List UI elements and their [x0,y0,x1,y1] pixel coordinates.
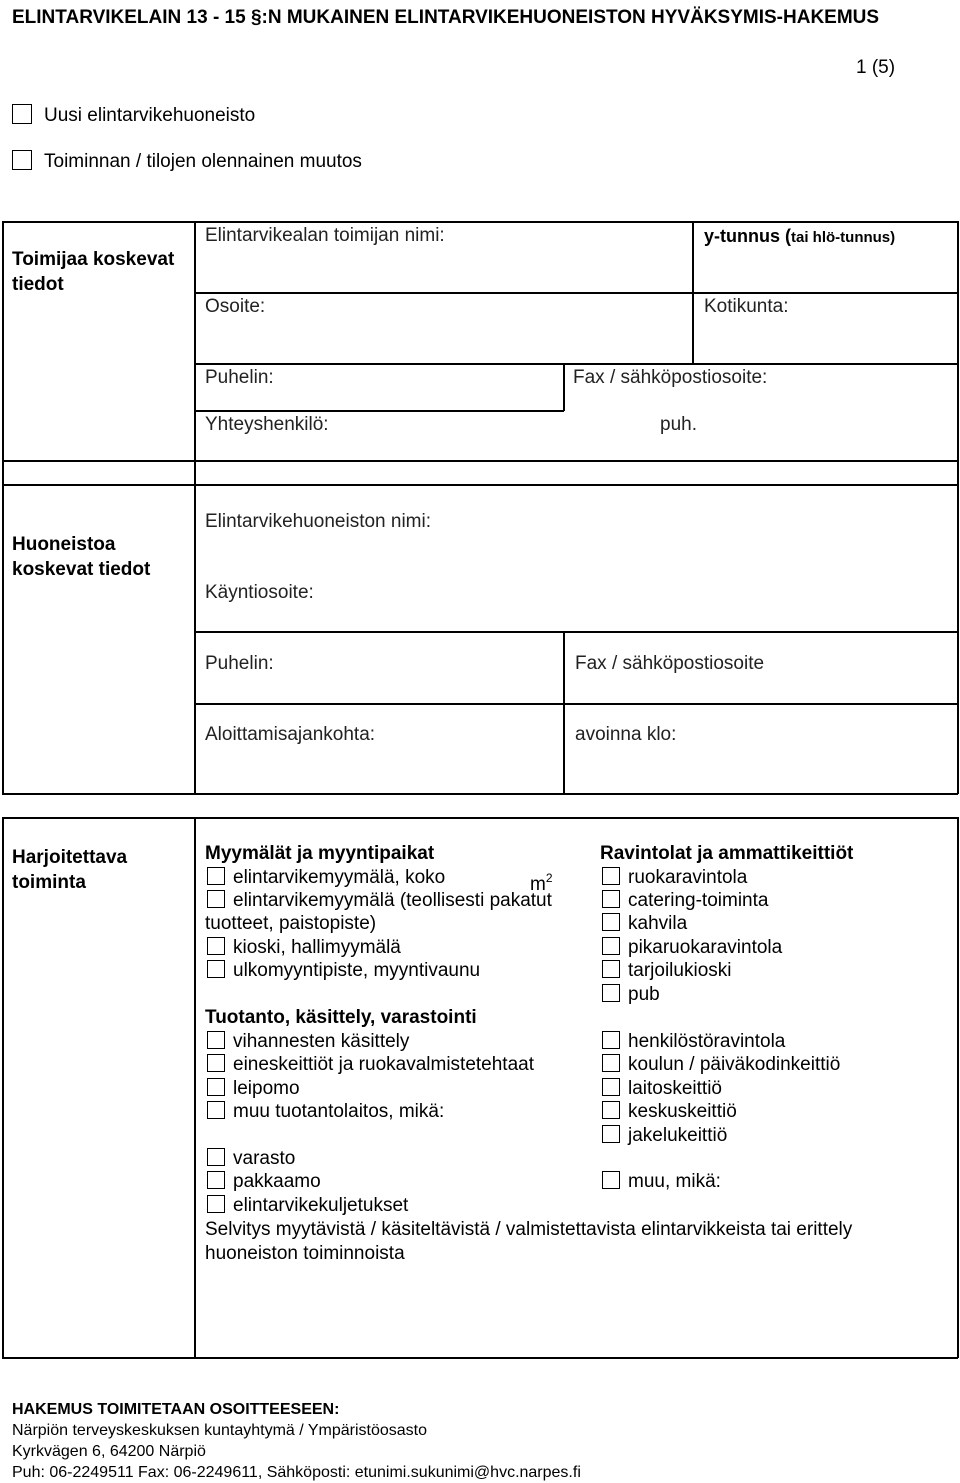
kitchen-staff-checkbox[interactable] [602,1031,620,1049]
open-hours-field[interactable] [575,724,950,746]
shop-option-grocery[interactable] [207,866,445,890]
shop-outdoor-checkbox[interactable] [207,960,225,978]
storage-warehouse-checkbox[interactable] [207,1148,225,1166]
restaurant-restaurant-checkbox[interactable] [602,867,620,885]
shop-option-outdoor[interactable] [207,959,480,983]
kitchen-institution-checkbox[interactable] [602,1078,620,1096]
rule-right [957,221,959,461]
kitchen-option-institution[interactable] [602,1077,722,1101]
production-ready-meals-checkbox[interactable] [207,1054,225,1072]
rule-activity-top [2,817,958,819]
kitchen-central-label: keskuskeittiö [628,1101,737,1122]
rule-premises-top [2,484,958,486]
rule-activity-bottom [2,1357,958,1359]
footer-address: Kyrkvägen 6, 64200 Närpiö [12,1443,206,1460]
description-field[interactable] [205,1218,950,1266]
form-title: ELINTARVIKELAIN 13 - 15 §:N MUKAINEN ELINTARVIKEHUONEISTON HYVÄKSYMIS-HAKEMUS [12,7,880,28]
new-premises-checkbox[interactable] [12,104,32,124]
rule-label-column [194,460,196,485]
contact-phone-label: puh. [660,414,697,435]
operator-name-field[interactable] [205,225,685,247]
municipality-label: Kotikunta: [704,296,789,317]
production-option-vegetables[interactable] [207,1030,409,1054]
premises-name-field[interactable] [205,511,945,533]
rule-right [957,817,959,1358]
rule-right [957,460,959,485]
ytunnus-sub-label: tai hlö-tunnus) [791,229,896,246]
activity-other-checkbox[interactable] [602,1171,620,1189]
rule-left [2,484,4,794]
rule-premises-start [194,703,958,705]
shop-kiosk-checkbox[interactable] [207,937,225,955]
change-checkbox[interactable] [12,150,32,170]
rule-operator-bottom [2,460,958,462]
premises-section-label: Huoneistoa koskevat tiedot [12,534,151,580]
start-date-label: Aloittamisajankohta: [205,724,376,745]
operator-address-field[interactable] [205,296,685,318]
rule-label-column [194,484,196,794]
footer-organization: Närpiön terveyskeskuksen kuntayhtymä / Ympäristöosasto [12,1422,428,1439]
kitchen-option-staff[interactable] [602,1030,785,1054]
restaurant-restaurant-label: ruokaravintola [628,867,748,888]
operator-fax-email-field[interactable] [573,367,953,389]
restaurants-heading: Ravintolat ja ammattikeittiöt [600,843,854,864]
production-ready-meals-label: eineskeittiöt ja ruokavalmistetehtaat [233,1054,534,1075]
kitchen-option-central[interactable] [602,1100,737,1124]
restaurant-kiosk-checkbox[interactable] [602,960,620,978]
rule-ytunnus-divider [692,221,694,364]
ytunnus-label: y-tunnus ( [704,226,791,246]
kitchen-central-checkbox[interactable] [602,1101,620,1119]
storage-option-warehouse[interactable] [207,1147,295,1171]
shop-kiosk-label: kioski, hallimyymälä [233,937,401,958]
description-label-line2: huoneiston toiminnoista [205,1243,405,1264]
visit-address-field[interactable] [205,582,945,604]
restaurant-option-cafe[interactable] [602,912,687,936]
restaurant-catering-checkbox[interactable] [602,890,620,908]
shop-packaged-wrap: tuotteet, paistopiste) [205,913,377,934]
shop-size-unit-sup: 2 [545,871,553,885]
ytunnus-field[interactable] [704,226,954,247]
premises-name-label: Elintarvikehuoneiston nimi: [205,511,432,532]
operator-fax-email-label: Fax / sähköpostiosoite: [573,367,768,388]
shops-heading: Myymälät ja myyntipaikat [205,843,435,864]
kitchen-institution-label: laitoskeittiö [628,1078,722,1099]
restaurant-kiosk-label: tarjoilukioski [628,960,732,981]
production-vegetables-checkbox[interactable] [207,1031,225,1049]
footer-heading: HAKEMUS TOIMITETAAN OSOITTEESEEN: [12,1401,340,1418]
restaurant-pub-label: pub [628,984,660,1005]
storage-option-packing[interactable] [207,1170,321,1194]
shop-grocery-checkbox[interactable] [207,867,225,885]
footer-contact: Puh: 06-2249511 Fax: 06-2249611, Sähköposti: etunimi.sukunimi@hvc.narpes.fi [12,1464,581,1481]
restaurant-option-kiosk[interactable] [602,959,731,983]
contact-person-label: Yhteyshenkilö: [205,414,329,435]
rule-premises-mid [194,631,958,633]
rule-left [2,460,4,485]
restaurant-pub-checkbox[interactable] [602,984,620,1002]
production-bakery-checkbox[interactable] [207,1078,225,1096]
restaurant-option-restaurant[interactable] [602,866,747,890]
premises-phone-label: Puhelin: [205,653,274,674]
shop-packaged-label: elintarvikemyymälä (teollisesti pakatut [233,890,552,911]
restaurant-catering-label: catering-toiminta [628,890,769,911]
change-label: Toiminnan / tilojen olennainen muutos [44,151,362,172]
kitchen-distribution-label: jakelukeittiö [628,1125,728,1146]
production-other-label: muu tuotantolaitos, mikä: [233,1101,445,1122]
premises-phone-field[interactable] [205,653,555,675]
operator-phone-label: Puhelin: [205,367,274,388]
option-change[interactable] [12,150,362,174]
open-hours-label: avoinna klo: [575,724,677,745]
activity-other-label: muu, mikä: [628,1171,721,1192]
kitchen-staff-label: henkilöstöravintola [628,1031,786,1052]
shop-grocery-label: elintarvikemyymälä, koko [233,867,446,888]
rule-operator-contact [194,410,564,412]
production-option-ready-meals[interactable] [207,1053,534,1077]
production-vegetables-label: vihannesten käsittely [233,1031,410,1052]
restaurant-option-pub[interactable] [602,983,660,1007]
activity-option-other[interactable] [602,1170,721,1194]
rule-premises-bottom [2,793,958,795]
shop-outdoor-label: ulkomyyntipiste, myyntivaunu [233,960,481,981]
shop-option-packaged[interactable] [207,889,552,913]
start-date-field[interactable] [205,724,555,746]
visit-address-label: Käyntiosoite: [205,582,314,603]
rule-left [2,221,4,461]
operator-address-label: Osoite: [205,296,266,317]
operator-name-label: Elintarvikealan toimijan nimi: [205,225,445,246]
storage-option-transport[interactable] [207,1194,408,1218]
rule-label-column [194,221,196,461]
rule-top-operator [2,221,958,223]
shop-option-kiosk[interactable] [207,936,401,960]
page-number: 1 (5) [856,57,896,78]
storage-packing-label: pakkaamo [233,1171,321,1192]
restaurant-fastfood-checkbox[interactable] [602,937,620,955]
restaurant-fastfood-label: pikaruokaravintola [628,937,783,958]
shop-packaged-checkbox[interactable] [207,890,225,908]
storage-packing-checkbox[interactable] [207,1171,225,1189]
storage-transport-label: elintarvikekuljetukset [233,1195,409,1216]
shop-size-unit-label: m [530,874,546,895]
operator-section-label: Toimijaa koskevat tiedot [12,249,175,295]
activity-section-label: Harjoitettava toiminta [12,847,128,893]
municipality-field[interactable] [704,296,954,318]
kitchen-option-school[interactable] [602,1053,840,1077]
rule-premises-divider [563,631,565,794]
rule-left [2,817,4,1358]
option-new-premises[interactable] [12,104,255,128]
rule-operator-address [194,292,958,294]
production-option-other[interactable] [207,1100,444,1124]
operator-phone-field[interactable] [205,367,555,389]
restaurant-option-fastfood[interactable] [602,936,782,960]
storage-transport-checkbox[interactable] [207,1195,225,1213]
production-other-checkbox[interactable] [207,1101,225,1119]
storage-warehouse-label: varasto [233,1148,296,1169]
production-option-bakery[interactable] [207,1077,300,1101]
restaurant-cafe-checkbox[interactable] [602,913,620,931]
rule-operator-mid [194,363,958,365]
contact-phone-field[interactable] [660,414,950,436]
rule-label-column [194,817,196,1358]
kitchen-school-label: koulun / päiväkodinkeittiö [628,1054,841,1075]
rule-phone-divider [563,363,565,411]
rule-right [957,484,959,794]
production-bakery-label: leipomo [233,1078,300,1099]
kitchen-distribution-checkbox[interactable] [602,1125,620,1143]
description-label-line1: Selvitys myytävistä / käsiteltävistä / valmistettavista elintarvikkeista tai erittely [205,1219,853,1240]
restaurant-option-catering[interactable] [602,889,768,913]
new-premises-label: Uusi elintarvikehuoneisto [44,105,256,126]
premises-fax-email-label: Fax / sähköpostiosoite [575,653,765,674]
contact-person-field[interactable] [205,414,555,436]
premises-fax-email-field[interactable] [575,653,950,675]
kitchen-school-checkbox[interactable] [602,1054,620,1072]
kitchen-option-distribution[interactable] [602,1124,727,1148]
restaurant-cafe-label: kahvila [628,913,688,934]
production-heading: Tuotanto, käsittely, varastointi [205,1007,477,1028]
